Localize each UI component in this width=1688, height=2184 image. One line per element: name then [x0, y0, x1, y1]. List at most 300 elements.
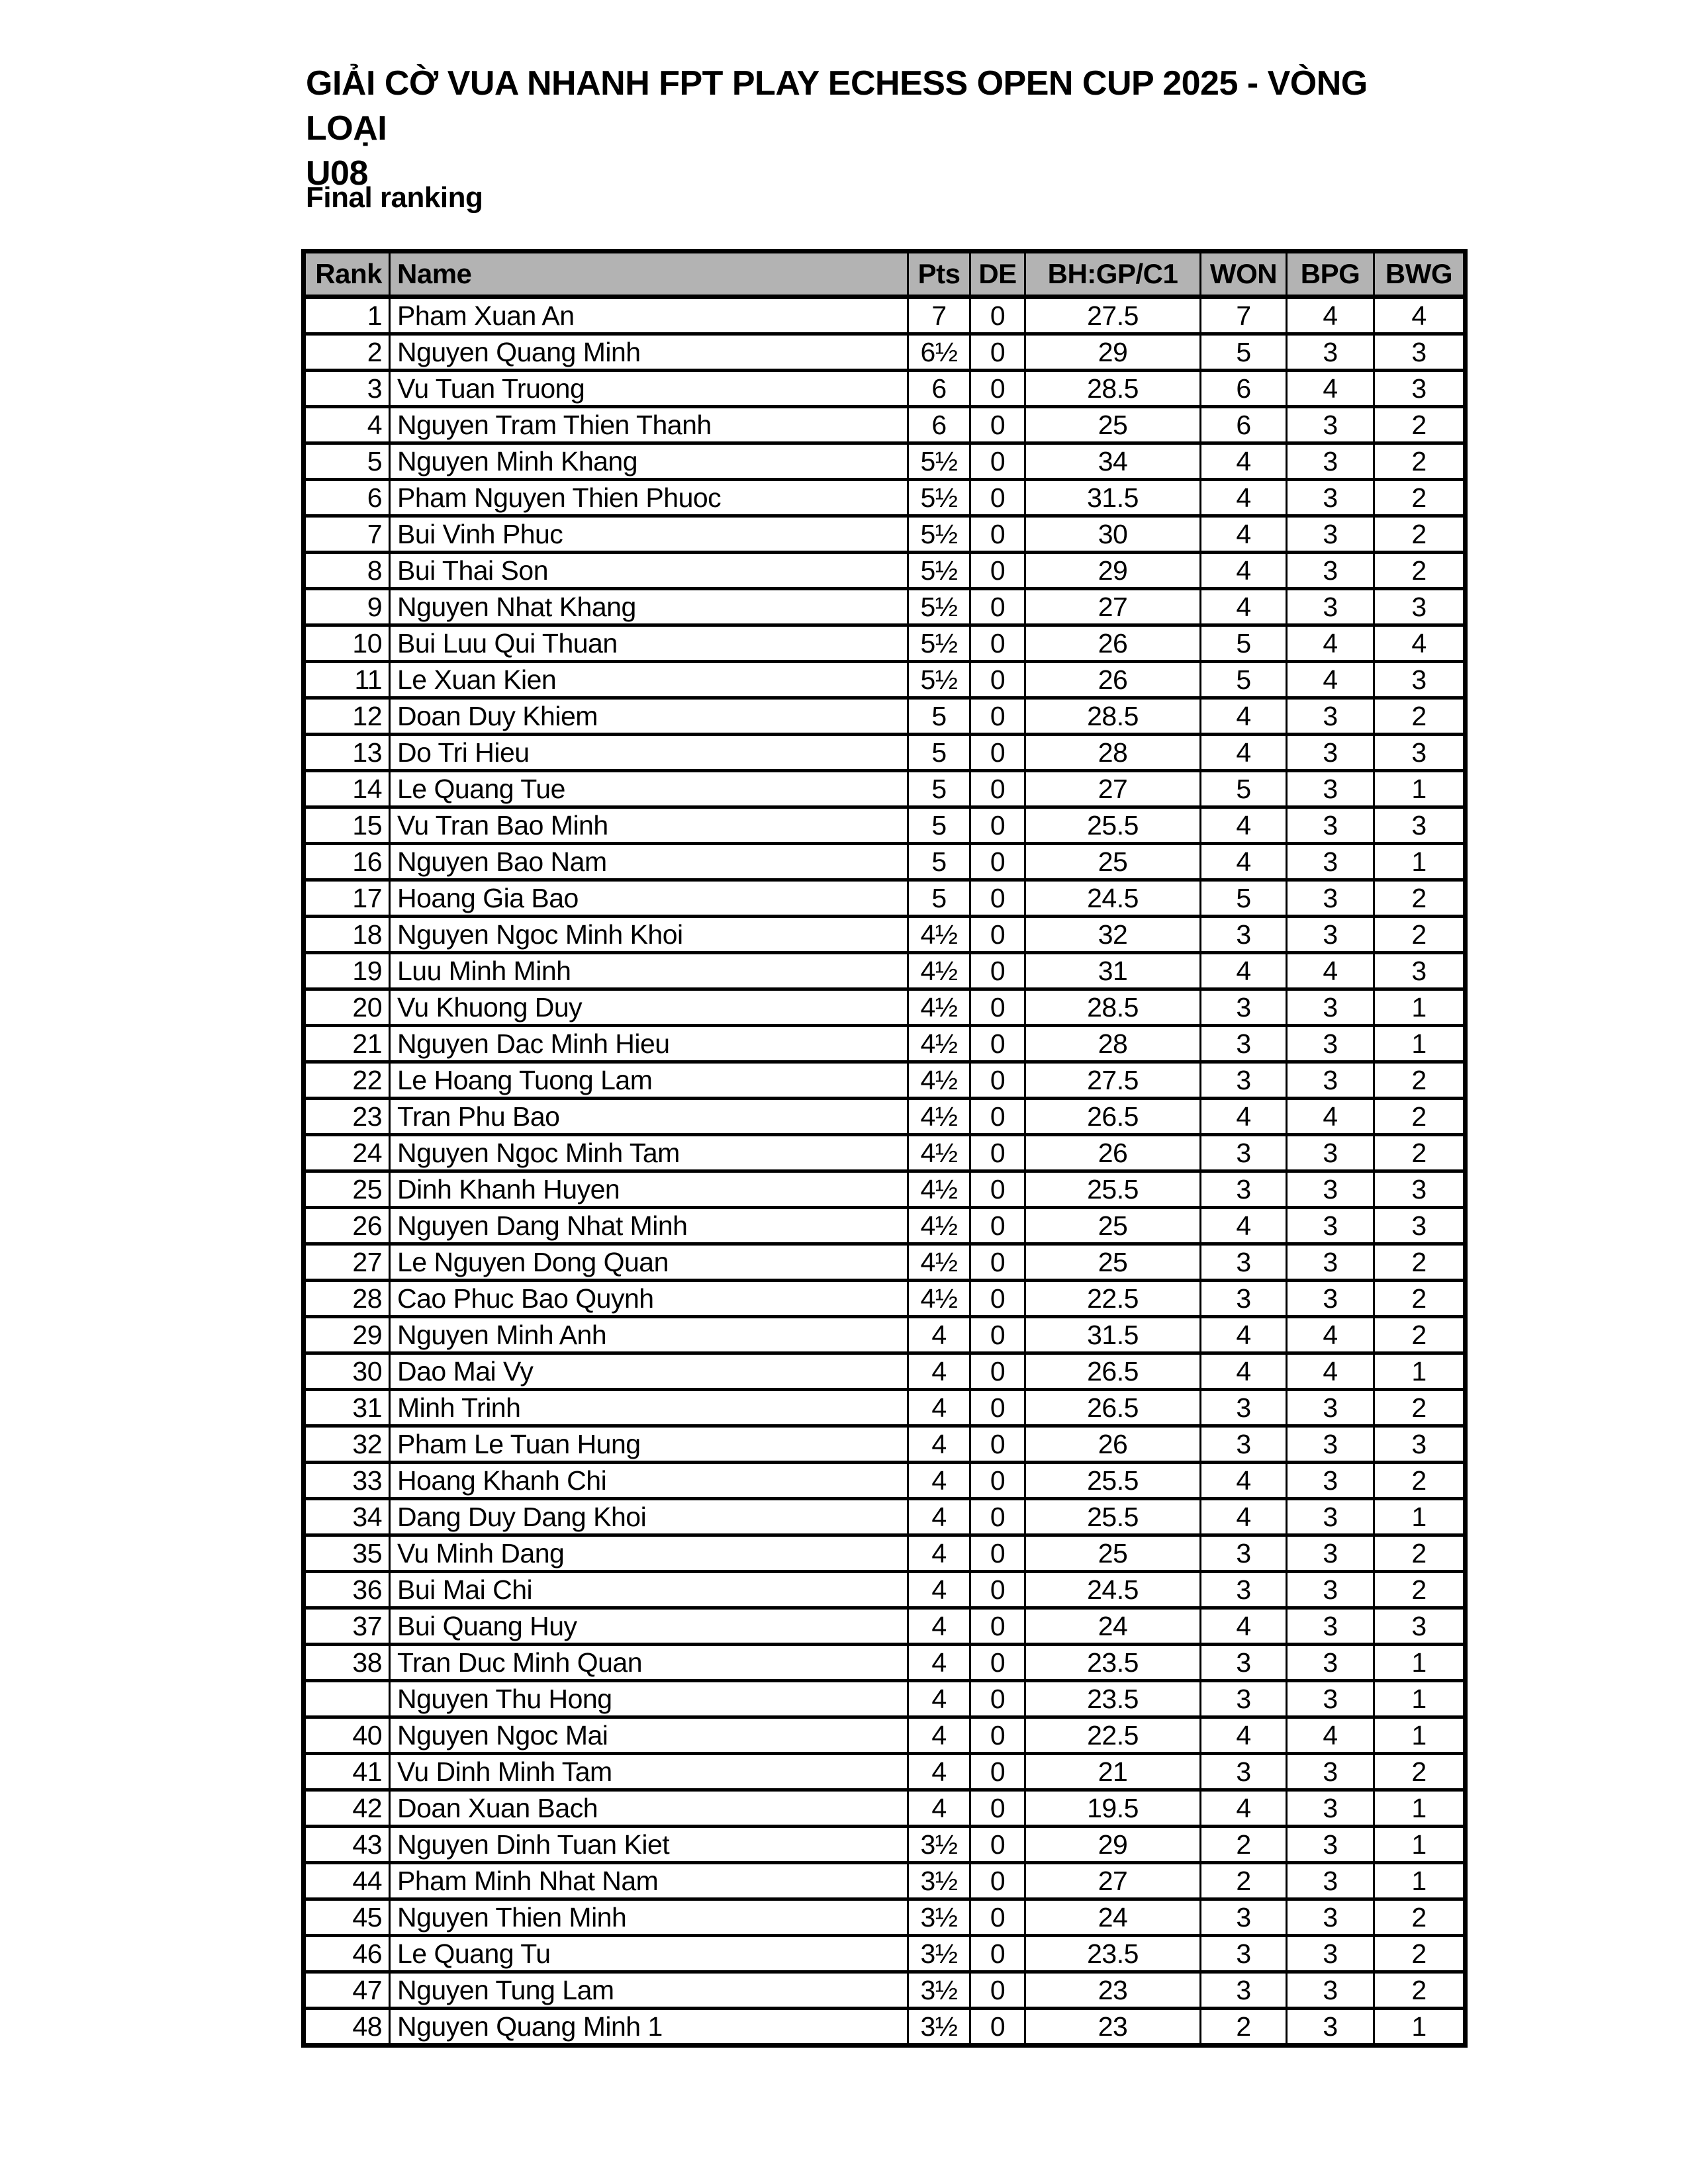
name-cell: Doan Duy Khiem: [390, 698, 908, 735]
bpg-cell: 3: [1287, 1208, 1374, 1244]
de-cell: 0: [970, 443, 1025, 480]
de-cell: 0: [970, 1645, 1025, 1681]
won-cell: 4: [1201, 589, 1287, 625]
bwg-cell: 2: [1374, 698, 1466, 735]
table-row: [304, 553, 1466, 589]
bpg-cell: 3: [1287, 698, 1374, 735]
bh-cell: 27: [1025, 589, 1201, 625]
table-row: [304, 1790, 1466, 1827]
de-cell: 0: [970, 1171, 1025, 1208]
column-header-won: WON: [1201, 251, 1287, 297]
bpg-cell: 3: [1287, 1681, 1374, 1717]
bwg-cell: 3: [1374, 662, 1466, 698]
de-cell: 0: [970, 807, 1025, 844]
bh-cell: 26.5: [1025, 1099, 1201, 1135]
rank-cell: 12: [304, 698, 390, 735]
won-cell: 3: [1201, 1244, 1287, 1281]
title-line-1: GIẢI CỜ VUA NHANH FPT PLAY ECHESS OPEN CUP 2025 - VÒNG LOẠI: [306, 64, 1368, 148]
de-cell: 0: [970, 771, 1025, 807]
bwg-cell: 2: [1374, 480, 1466, 516]
won-cell: 4: [1201, 1317, 1287, 1353]
bh-cell: 23: [1025, 1972, 1201, 2009]
name-cell: Vu Khuong Duy: [390, 989, 908, 1026]
pts-cell: 4½: [908, 953, 970, 989]
de-cell: 0: [970, 698, 1025, 735]
won-cell: 4: [1201, 443, 1287, 480]
bpg-cell: 4: [1287, 953, 1374, 989]
de-cell: 0: [970, 407, 1025, 443]
won-cell: 4: [1201, 1353, 1287, 1390]
bpg-cell: 3: [1287, 1499, 1374, 1535]
name-cell: Vu Tran Bao Minh: [390, 807, 908, 844]
pts-cell: 4: [908, 1499, 970, 1535]
name-cell: Nguyen Dac Minh Hieu: [390, 1026, 908, 1062]
rank-cell: 15: [304, 807, 390, 844]
bh-cell: 31.5: [1025, 480, 1201, 516]
table-row: [304, 1317, 1466, 1353]
bpg-cell: 4: [1287, 662, 1374, 698]
rank-cell: 41: [304, 1754, 390, 1790]
name-cell: Pham Nguyen Thien Phuoc: [390, 480, 908, 516]
table-row: [304, 1244, 1466, 1281]
bpg-cell: 3: [1287, 880, 1374, 917]
name-cell: Dang Duy Dang Khoi: [390, 1499, 908, 1535]
rank-cell: 23: [304, 1099, 390, 1135]
bh-cell: 23.5: [1025, 1936, 1201, 1972]
pts-cell: 3½: [908, 1972, 970, 2009]
table-header: [304, 251, 1466, 297]
bh-cell: 25.5: [1025, 1463, 1201, 1499]
bh-cell: 24: [1025, 1899, 1201, 1936]
table-row: [304, 1645, 1466, 1681]
bwg-cell: 2: [1374, 1936, 1466, 1972]
won-cell: 5: [1201, 880, 1287, 917]
won-cell: 4: [1201, 1463, 1287, 1499]
de-cell: 0: [970, 953, 1025, 989]
de-cell: 0: [970, 1608, 1025, 1645]
won-cell: 4: [1201, 1717, 1287, 1754]
bpg-cell: 3: [1287, 553, 1374, 589]
rank-cell: 32: [304, 1426, 390, 1463]
table-body: [304, 297, 1466, 2046]
bpg-cell: 3: [1287, 334, 1374, 371]
de-cell: 0: [970, 625, 1025, 662]
won-cell: 3: [1201, 1681, 1287, 1717]
bh-cell: 28.5: [1025, 371, 1201, 407]
de-cell: 0: [970, 880, 1025, 917]
bwg-cell: 2: [1374, 1062, 1466, 1099]
pts-cell: 3½: [908, 1863, 970, 1899]
name-cell: Vu Dinh Minh Tam: [390, 1754, 908, 1790]
bpg-cell: 3: [1287, 1899, 1374, 1936]
bpg-cell: 4: [1287, 1099, 1374, 1135]
bh-cell: 28.5: [1025, 698, 1201, 735]
pts-cell: 4: [908, 1790, 970, 1827]
name-cell: Minh Trinh: [390, 1390, 908, 1426]
table-row: [304, 1572, 1466, 1608]
de-cell: 0: [970, 989, 1025, 1026]
name-cell: Vu Tuan Truong: [390, 371, 908, 407]
de-cell: 0: [970, 917, 1025, 953]
ranking-table: [301, 249, 1468, 2048]
bh-cell: 25.5: [1025, 1499, 1201, 1535]
de-cell: 0: [970, 1863, 1025, 1899]
de-cell: 0: [970, 1899, 1025, 1936]
bwg-cell: 1: [1374, 1026, 1466, 1062]
name-cell: Nguyen Ngoc Mai: [390, 1717, 908, 1754]
bpg-cell: 3: [1287, 844, 1374, 880]
won-cell: 5: [1201, 771, 1287, 807]
de-cell: 0: [970, 553, 1025, 589]
de-cell: 0: [970, 1499, 1025, 1535]
pts-cell: 5: [908, 771, 970, 807]
bwg-cell: 2: [1374, 917, 1466, 953]
rank-cell: 13: [304, 735, 390, 771]
rank-cell: 38: [304, 1645, 390, 1681]
table-row: [304, 1390, 1466, 1426]
name-cell: Dao Mai Vy: [390, 1353, 908, 1390]
bwg-cell: 2: [1374, 1317, 1466, 1353]
bpg-cell: 3: [1287, 1645, 1374, 1681]
de-cell: 0: [970, 735, 1025, 771]
won-cell: 6: [1201, 371, 1287, 407]
rank-cell: 16: [304, 844, 390, 880]
won-cell: 3: [1201, 1754, 1287, 1790]
table-row: [304, 1863, 1466, 1899]
bh-cell: 24: [1025, 1608, 1201, 1645]
won-cell: 3: [1201, 1062, 1287, 1099]
table-row: [304, 807, 1466, 844]
rank-cell: 4: [304, 407, 390, 443]
pts-cell: 4: [908, 1390, 970, 1426]
bwg-cell: 1: [1374, 1353, 1466, 1390]
pts-cell: 5½: [908, 480, 970, 516]
de-cell: 0: [970, 1390, 1025, 1426]
rank-cell: [304, 1681, 390, 1717]
bh-cell: 26: [1025, 1426, 1201, 1463]
name-cell: Bui Luu Qui Thuan: [390, 625, 908, 662]
pts-cell: 4: [908, 1353, 970, 1390]
rank-cell: 44: [304, 1863, 390, 1899]
rank-cell: 14: [304, 771, 390, 807]
bwg-cell: 2: [1374, 1135, 1466, 1171]
bh-cell: 26: [1025, 625, 1201, 662]
bh-cell: 27: [1025, 1863, 1201, 1899]
name-cell: Le Quang Tu: [390, 1936, 908, 1972]
table-row: [304, 1754, 1466, 1790]
name-cell: Nguyen Tung Lam: [390, 1972, 908, 2009]
bwg-cell: 3: [1374, 735, 1466, 771]
rank-cell: 47: [304, 1972, 390, 2009]
name-cell: Le Nguyen Dong Quan: [390, 1244, 908, 1281]
column-header-name: Name: [390, 251, 908, 297]
won-cell: 4: [1201, 516, 1287, 553]
bh-cell: 23: [1025, 2009, 1201, 2046]
de-cell: 0: [970, 1244, 1025, 1281]
pts-cell: 4: [908, 1754, 970, 1790]
name-cell: Nguyen Nhat Khang: [390, 589, 908, 625]
de-cell: 0: [970, 480, 1025, 516]
bh-cell: 25: [1025, 1244, 1201, 1281]
pts-cell: 4½: [908, 1281, 970, 1317]
pts-cell: 5½: [908, 553, 970, 589]
bwg-cell: 2: [1374, 1899, 1466, 1936]
pts-cell: 5: [908, 807, 970, 844]
won-cell: 3: [1201, 1972, 1287, 2009]
bh-cell: 32: [1025, 917, 1201, 953]
name-cell: Luu Minh Minh: [390, 953, 908, 989]
table-row: [304, 953, 1466, 989]
table-row: [304, 1026, 1466, 1062]
bh-cell: 25: [1025, 1208, 1201, 1244]
de-cell: 0: [970, 589, 1025, 625]
table-row: [304, 735, 1466, 771]
de-cell: 0: [970, 516, 1025, 553]
rank-cell: 11: [304, 662, 390, 698]
bwg-cell: 2: [1374, 1463, 1466, 1499]
pts-cell: 7: [908, 297, 970, 334]
bh-cell: 25: [1025, 844, 1201, 880]
won-cell: 3: [1201, 1936, 1287, 1972]
name-cell: Pham Le Tuan Hung: [390, 1426, 908, 1463]
bh-cell: 28: [1025, 1026, 1201, 1062]
de-cell: 0: [970, 1353, 1025, 1390]
bh-cell: 23.5: [1025, 1645, 1201, 1681]
de-cell: 0: [970, 1208, 1025, 1244]
de-cell: 0: [970, 1026, 1025, 1062]
name-cell: Hoang Gia Bao: [390, 880, 908, 917]
pts-cell: 3½: [908, 2009, 970, 2046]
bh-cell: 25.5: [1025, 807, 1201, 844]
de-cell: 0: [970, 1099, 1025, 1135]
bpg-cell: 3: [1287, 1062, 1374, 1099]
table-row: [304, 443, 1466, 480]
won-cell: 2: [1201, 1863, 1287, 1899]
bpg-cell: 3: [1287, 1244, 1374, 1281]
bh-cell: 29: [1025, 553, 1201, 589]
bpg-cell: 3: [1287, 1754, 1374, 1790]
won-cell: 4: [1201, 480, 1287, 516]
bh-cell: 25.5: [1025, 1171, 1201, 1208]
won-cell: 5: [1201, 625, 1287, 662]
de-cell: 0: [970, 1317, 1025, 1353]
won-cell: 3: [1201, 989, 1287, 1026]
rank-cell: 40: [304, 1717, 390, 1754]
column-header-rank: Rank: [304, 251, 390, 297]
bh-cell: 26: [1025, 1135, 1201, 1171]
pts-cell: 3½: [908, 1899, 970, 1936]
bwg-cell: 3: [1374, 953, 1466, 989]
pts-cell: 5½: [908, 443, 970, 480]
bpg-cell: 3: [1287, 1426, 1374, 1463]
bh-cell: 19.5: [1025, 1790, 1201, 1827]
table-row: [304, 407, 1466, 443]
name-cell: Le Xuan Kien: [390, 662, 908, 698]
name-cell: Do Tri Hieu: [390, 735, 908, 771]
bwg-cell: 1: [1374, 1681, 1466, 1717]
bpg-cell: 3: [1287, 2009, 1374, 2046]
name-cell: Pham Minh Nhat Nam: [390, 1863, 908, 1899]
name-cell: Bui Thai Son: [390, 553, 908, 589]
pts-cell: 4: [908, 1317, 970, 1353]
pts-cell: 4: [908, 1426, 970, 1463]
bh-cell: 26.5: [1025, 1353, 1201, 1390]
rank-cell: 27: [304, 1244, 390, 1281]
de-cell: 0: [970, 1681, 1025, 1717]
name-cell: Bui Quang Huy: [390, 1608, 908, 1645]
won-cell: 4: [1201, 844, 1287, 880]
rank-cell: 33: [304, 1463, 390, 1499]
bwg-cell: 2: [1374, 553, 1466, 589]
rank-cell: 25: [304, 1171, 390, 1208]
bpg-cell: 3: [1287, 989, 1374, 1026]
bh-cell: 23.5: [1025, 1681, 1201, 1717]
de-cell: 0: [970, 1717, 1025, 1754]
table-row: [304, 2009, 1466, 2046]
table-row: [304, 1062, 1466, 1099]
de-cell: 0: [970, 1754, 1025, 1790]
name-cell: Nguyen Dang Nhat Minh: [390, 1208, 908, 1244]
bh-cell: 25: [1025, 1535, 1201, 1572]
name-cell: Doan Xuan Bach: [390, 1790, 908, 1827]
bwg-cell: 1: [1374, 844, 1466, 880]
bpg-cell: 3: [1287, 1535, 1374, 1572]
table-row: [304, 698, 1466, 735]
pts-cell: 4½: [908, 1062, 970, 1099]
table-row: [304, 1353, 1466, 1390]
bpg-cell: 3: [1287, 516, 1374, 553]
rank-cell: 36: [304, 1572, 390, 1608]
column-header-de: DE: [970, 251, 1025, 297]
bwg-cell: 2: [1374, 443, 1466, 480]
name-cell: Nguyen Bao Nam: [390, 844, 908, 880]
table-row: [304, 516, 1466, 553]
table-row: [304, 662, 1466, 698]
rank-cell: 9: [304, 589, 390, 625]
bh-cell: 26.5: [1025, 1390, 1201, 1426]
bwg-cell: 2: [1374, 1572, 1466, 1608]
name-cell: Tran Duc Minh Quan: [390, 1645, 908, 1681]
de-cell: 0: [970, 1426, 1025, 1463]
bwg-cell: 1: [1374, 1717, 1466, 1754]
bwg-cell: 2: [1374, 516, 1466, 553]
rank-cell: 24: [304, 1135, 390, 1171]
bpg-cell: 3: [1287, 1026, 1374, 1062]
won-cell: 5: [1201, 334, 1287, 371]
name-cell: Nguyen Ngoc Minh Tam: [390, 1135, 908, 1171]
won-cell: 3: [1201, 1572, 1287, 1608]
name-cell: Nguyen Minh Anh: [390, 1317, 908, 1353]
bpg-cell: 4: [1287, 371, 1374, 407]
rank-cell: 37: [304, 1608, 390, 1645]
pts-cell: 4½: [908, 1026, 970, 1062]
bh-cell: 31: [1025, 953, 1201, 989]
rank-cell: 48: [304, 2009, 390, 2046]
table-row: [304, 1535, 1466, 1572]
pts-cell: 3½: [908, 1827, 970, 1863]
bwg-cell: 1: [1374, 1827, 1466, 1863]
bwg-cell: 4: [1374, 297, 1466, 334]
bpg-cell: 4: [1287, 1317, 1374, 1353]
bh-cell: 31.5: [1025, 1317, 1201, 1353]
bwg-cell: 2: [1374, 1099, 1466, 1135]
bh-cell: 30: [1025, 516, 1201, 553]
bpg-cell: 3: [1287, 771, 1374, 807]
table-row: [304, 297, 1466, 334]
bwg-cell: 2: [1374, 1390, 1466, 1426]
won-cell: 3: [1201, 1426, 1287, 1463]
bpg-cell: 3: [1287, 480, 1374, 516]
pts-cell: 4: [908, 1535, 970, 1572]
de-cell: 0: [970, 1572, 1025, 1608]
pts-cell: 5½: [908, 662, 970, 698]
won-cell: 2: [1201, 2009, 1287, 2046]
section-heading-final-ranking: Final ranking: [306, 181, 483, 214]
pts-cell: 5½: [908, 589, 970, 625]
rank-cell: 35: [304, 1535, 390, 1572]
de-cell: 0: [970, 1463, 1025, 1499]
rank-cell: 2: [304, 334, 390, 371]
won-cell: 6: [1201, 407, 1287, 443]
won-cell: 3: [1201, 917, 1287, 953]
bwg-cell: 1: [1374, 2009, 1466, 2046]
name-cell: Nguyen Ngoc Minh Khoi: [390, 917, 908, 953]
title-line-2: U08: [306, 154, 368, 193]
bwg-cell: 3: [1374, 1608, 1466, 1645]
de-cell: 0: [970, 1790, 1025, 1827]
bh-cell: 28.5: [1025, 989, 1201, 1026]
bh-cell: 27.5: [1025, 297, 1201, 334]
pts-cell: 4: [908, 1681, 970, 1717]
won-cell: 3: [1201, 1899, 1287, 1936]
rank-cell: 45: [304, 1899, 390, 1936]
de-cell: 0: [970, 297, 1025, 334]
bpg-cell: 3: [1287, 407, 1374, 443]
name-cell: Nguyen Thu Hong: [390, 1681, 908, 1717]
table-row: [304, 1135, 1466, 1171]
bpg-cell: 3: [1287, 1281, 1374, 1317]
name-cell: Nguyen Quang Minh: [390, 334, 908, 371]
name-cell: Nguyen Thien Minh: [390, 1899, 908, 1936]
pts-cell: 4½: [908, 1135, 970, 1171]
rank-cell: 18: [304, 917, 390, 953]
table-row: [304, 1463, 1466, 1499]
won-cell: 4: [1201, 1208, 1287, 1244]
de-cell: 0: [970, 1827, 1025, 1863]
pts-cell: 6: [908, 407, 970, 443]
table-row: [304, 917, 1466, 953]
won-cell: 3: [1201, 1535, 1287, 1572]
bpg-cell: 4: [1287, 1353, 1374, 1390]
bpg-cell: 4: [1287, 297, 1374, 334]
bh-cell: 27: [1025, 771, 1201, 807]
table-row: [304, 1608, 1466, 1645]
pts-cell: 4½: [908, 917, 970, 953]
de-cell: 0: [970, 1936, 1025, 1972]
name-cell: Tran Phu Bao: [390, 1099, 908, 1135]
won-cell: 4: [1201, 735, 1287, 771]
rank-cell: 26: [304, 1208, 390, 1244]
table-row: [304, 1499, 1466, 1535]
bpg-cell: 4: [1287, 1717, 1374, 1754]
table-row: [304, 589, 1466, 625]
rank-cell: 19: [304, 953, 390, 989]
name-cell: Cao Phuc Bao Quynh: [390, 1281, 908, 1317]
rank-cell: 20: [304, 989, 390, 1026]
won-cell: 4: [1201, 1790, 1287, 1827]
table-row: [304, 1827, 1466, 1863]
bh-cell: 24.5: [1025, 880, 1201, 917]
